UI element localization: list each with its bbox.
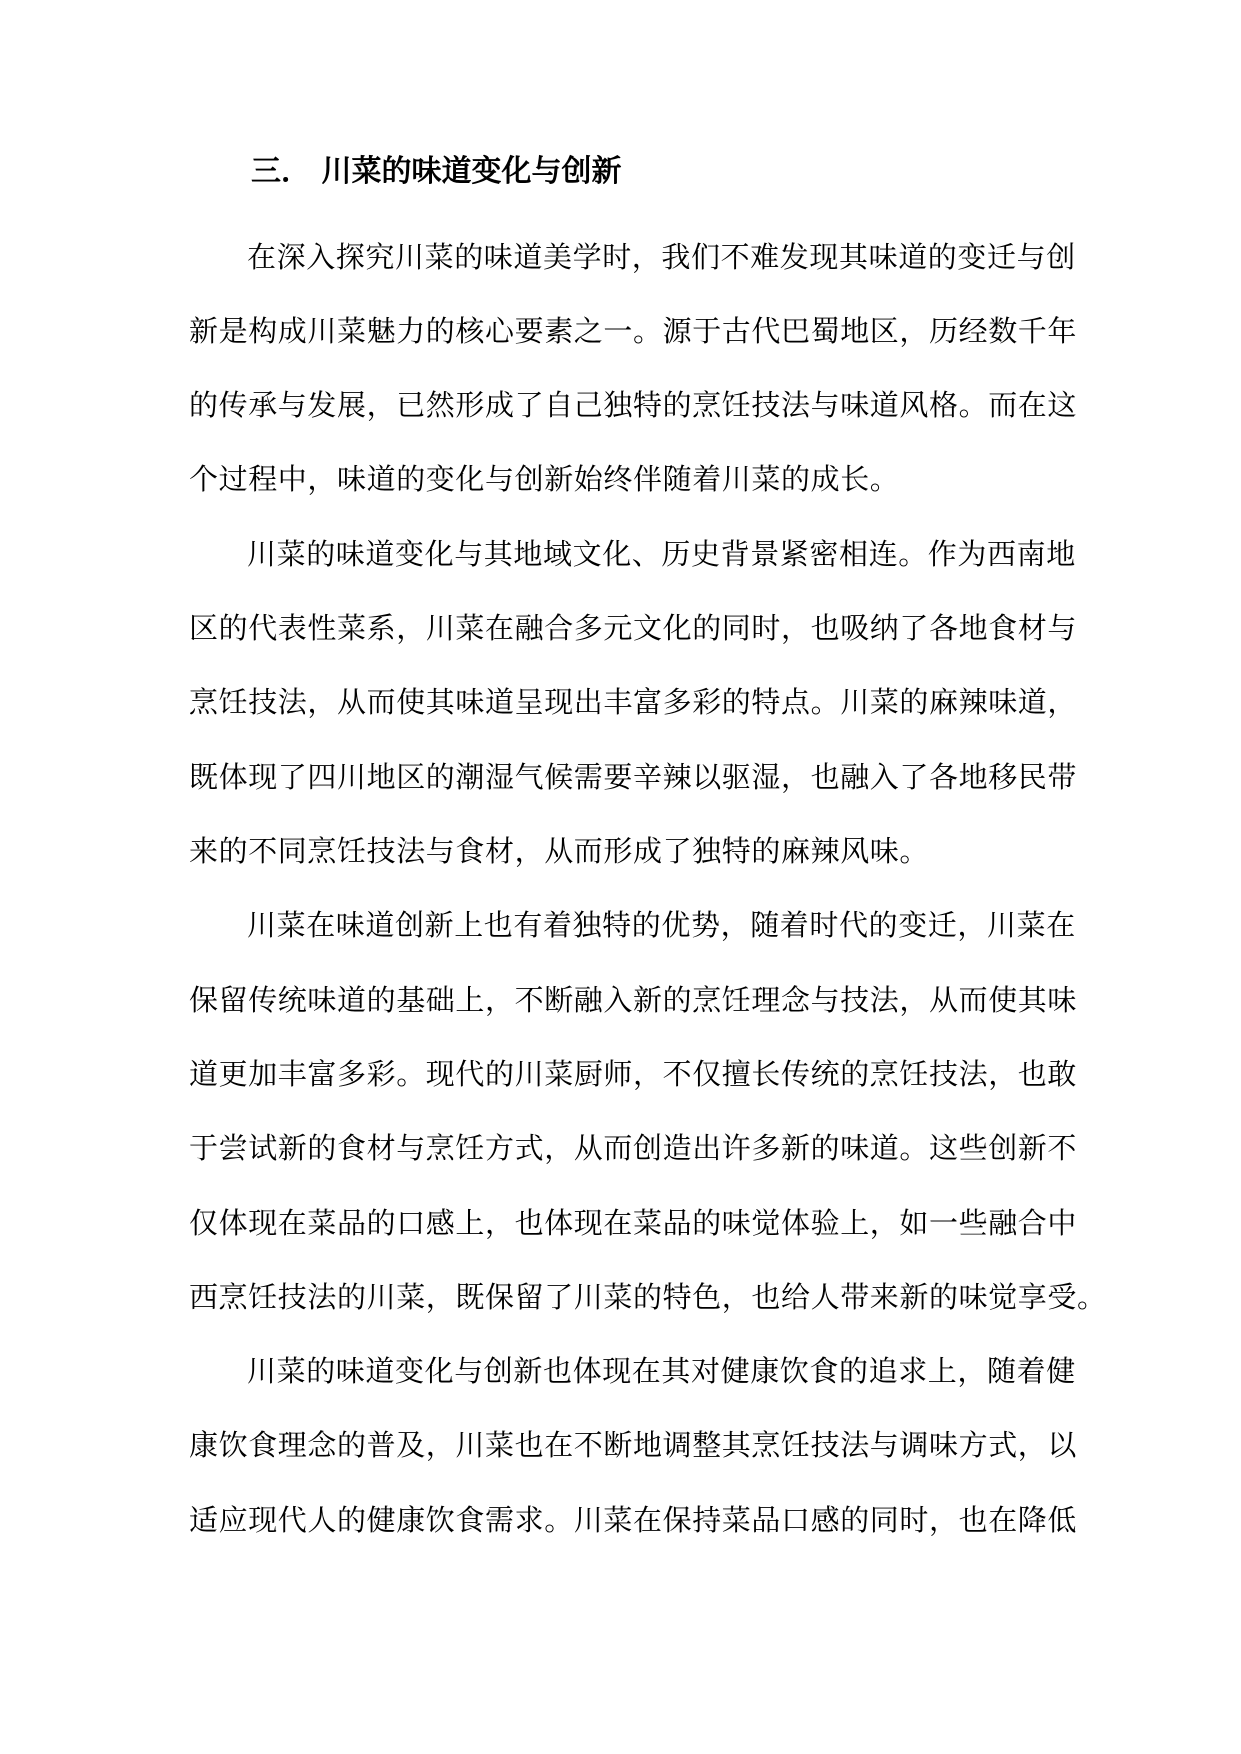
- paragraph-2-line-1: 川菜的味道变化与其地域文化、历史背景紧密相连。作为西南地: [247, 537, 1076, 571]
- paragraph-4-line-1: 川菜的味道变化与创新也体现在其对健康饮食的追求上，随着健: [247, 1354, 1076, 1388]
- paragraph-3-line-1: 川菜在味道创新上也有着独特的优势，随着时代的变迁，川菜在: [247, 908, 1076, 942]
- paragraph-3-line-6: 西烹饪技法的川菜，既保留了川菜的特色，也给人带来新的味觉享受。: [189, 1280, 1107, 1314]
- paragraph-3-line-5: 仅体现在菜品的口感上，也体现在菜品的味觉体验上，如一些融合中: [189, 1206, 1078, 1240]
- paragraph-1-line-4: 个过程中，味道的变化与创新始终伴随着川菜的成长。: [189, 462, 900, 496]
- paragraph-2-line-3: 烹饪技法，从而使其味道呈现出丰富多彩的特点。川菜的麻辣味道，: [189, 685, 1078, 719]
- paragraph-2-line-2: 区的代表性菜系，川菜在融合多元文化的同时，也吸纳了各地食材与: [189, 611, 1078, 645]
- paragraph-3-line-2: 保留传统味道的基础上，不断融入新的烹饪理念与技法，从而使其味: [189, 983, 1078, 1017]
- section-heading: 三． 川菜的味道变化与创新: [251, 154, 622, 189]
- paragraph-4-line-3: 适应现代人的健康饮食需求。川菜在保持菜品口感的同时，也在降低: [189, 1503, 1078, 1537]
- paragraph-1-line-2: 新是构成川菜魅力的核心要素之一。源于古代巴蜀地区，历经数千年: [189, 314, 1078, 348]
- paragraph-3-line-4: 于尝试新的食材与烹饪方式，从而创造出许多新的味道。这些创新不: [189, 1131, 1078, 1165]
- paragraph-1-line-1: 在深入探究川菜的味道美学时，我们不难发现其味道的变迁与创: [247, 240, 1076, 274]
- paragraph-2-line-4: 既体现了四川地区的潮湿气候需要辛辣以驱湿，也融入了各地移民带: [189, 760, 1078, 794]
- paragraph-1-line-3: 的传承与发展，已然形成了自己独特的烹饪技法与味道风格。而在这: [189, 388, 1078, 422]
- paragraph-3-line-3: 道更加丰富多彩。现代的川菜厨师，不仅擅长传统的烹饪技法，也敢: [189, 1057, 1078, 1091]
- paragraph-2-line-5: 来的不同烹饪技法与食材，从而形成了独特的麻辣风味。: [189, 834, 930, 868]
- paragraph-4-line-2: 康饮食理念的普及，川菜也在不断地调整其烹饪技法与调味方式，以: [189, 1428, 1078, 1462]
